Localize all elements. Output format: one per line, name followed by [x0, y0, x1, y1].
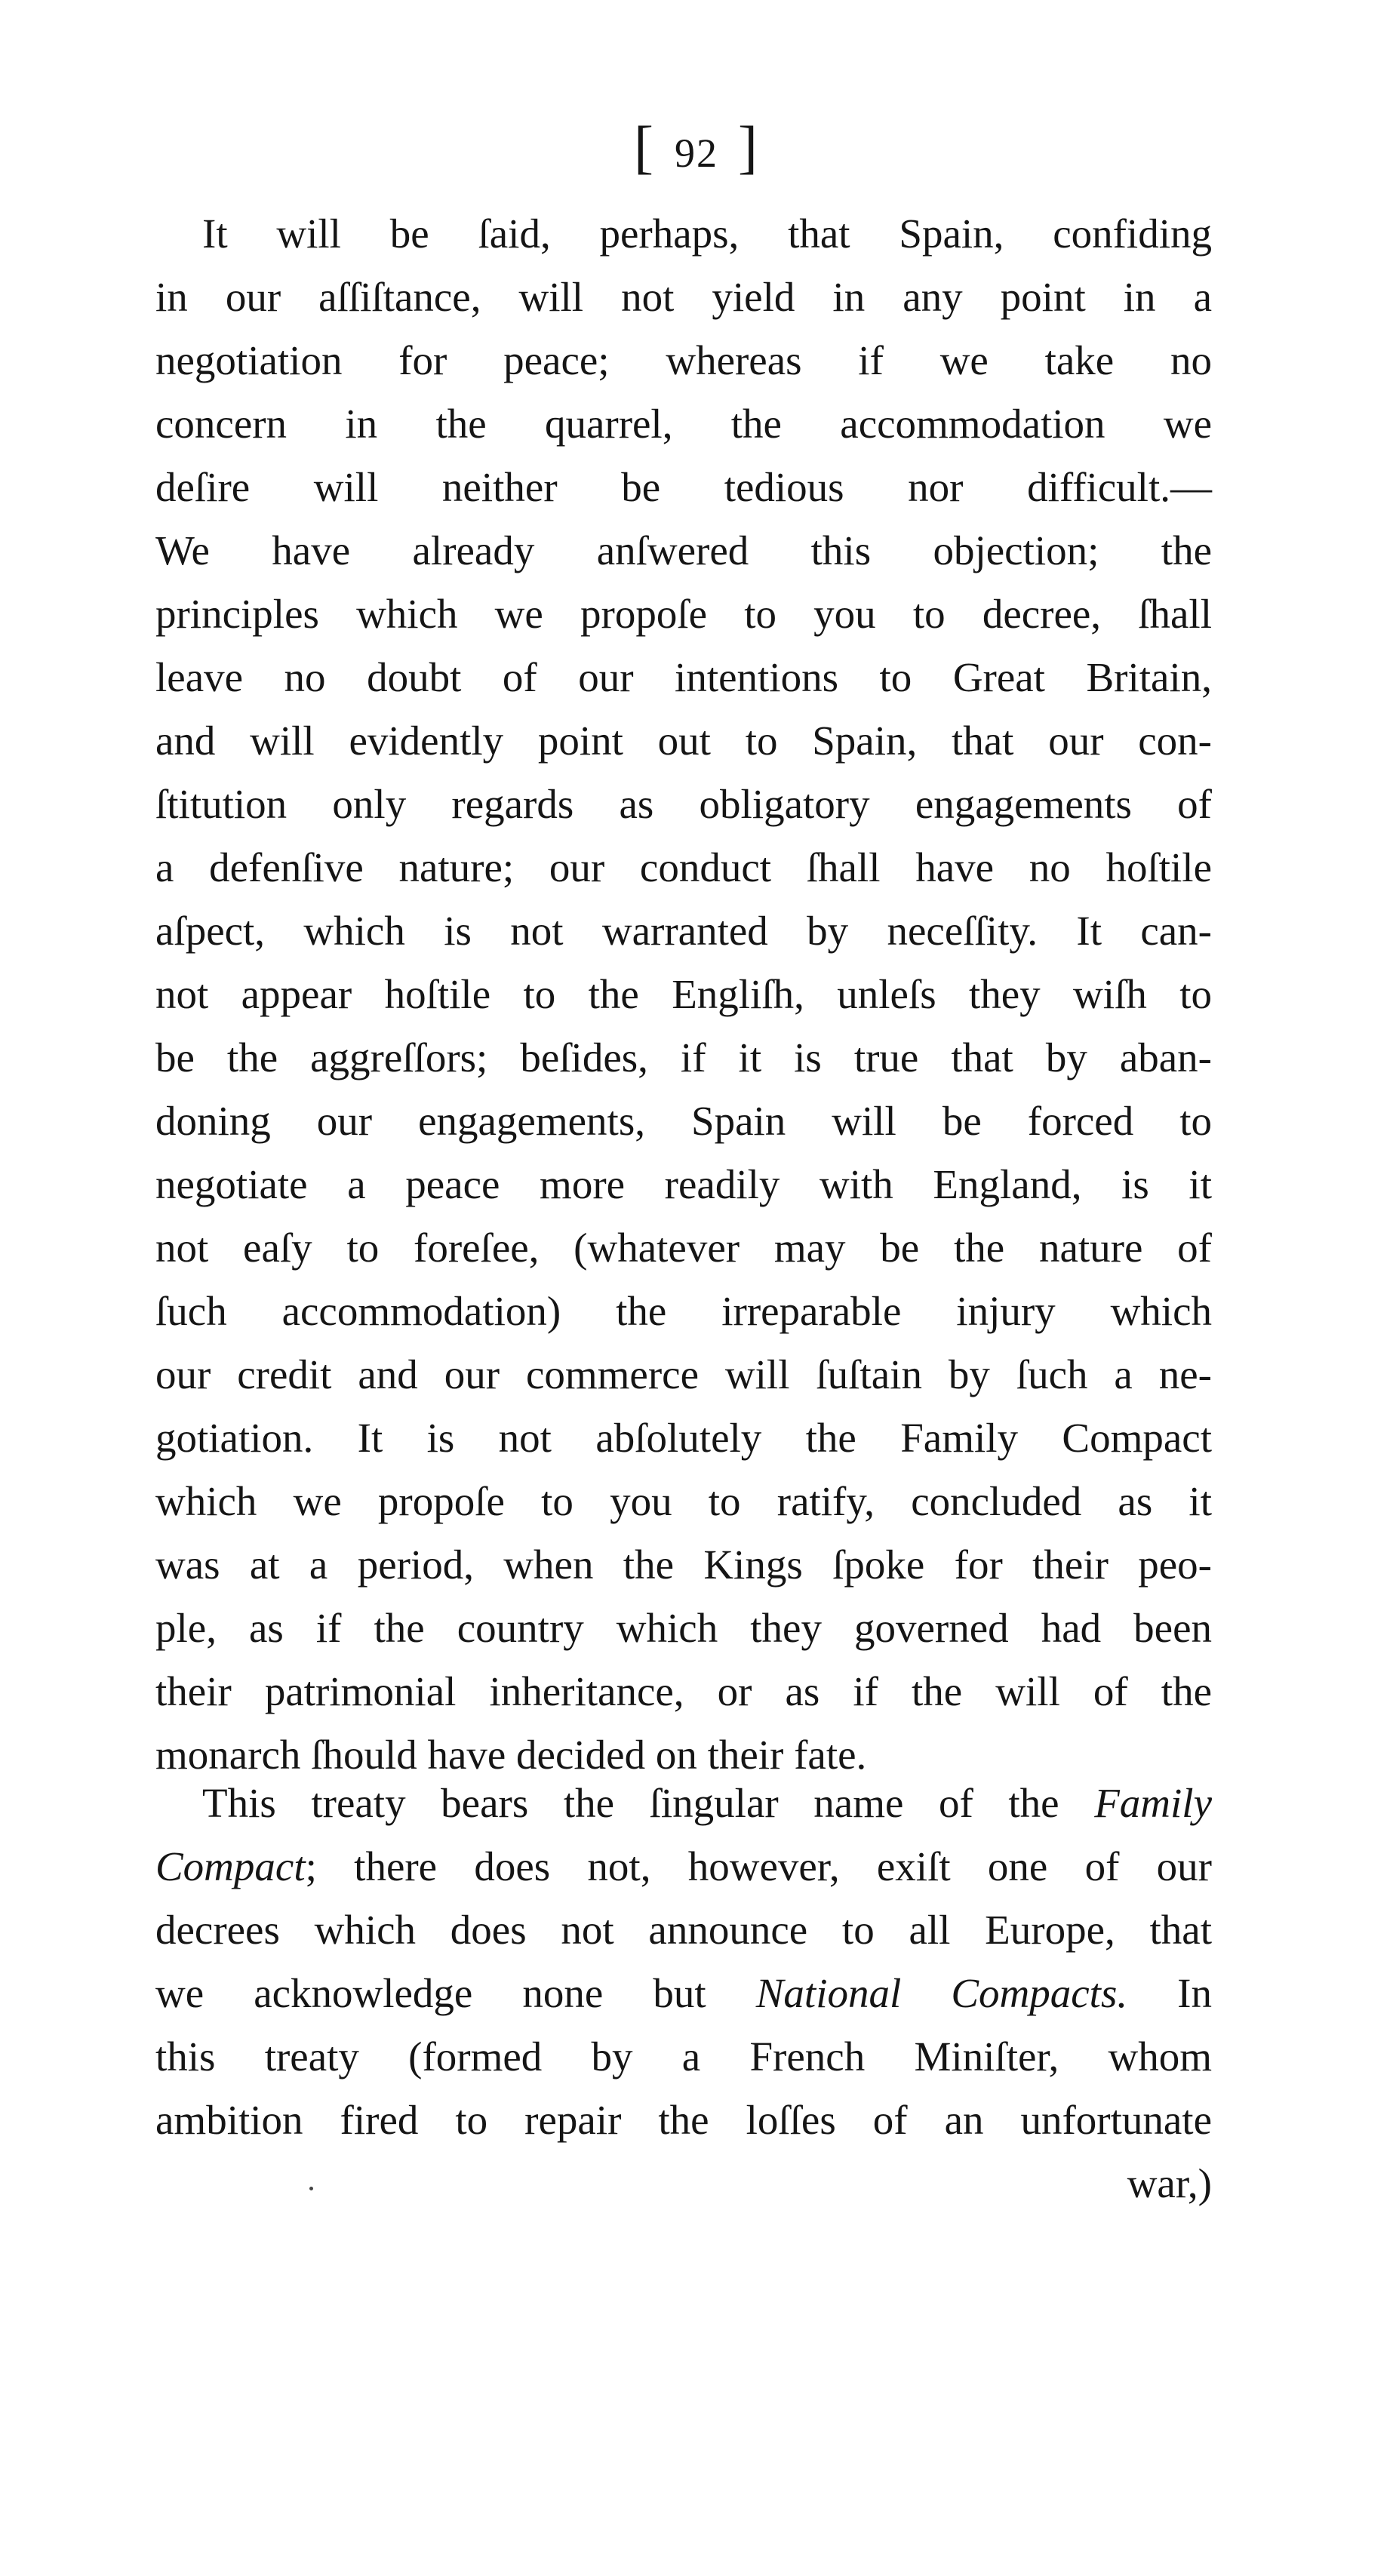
italic-term: Compact — [155, 1843, 306, 1889]
text-line: negotiation for peace; whereas if we take no — [155, 337, 1212, 383]
text-line — [155, 1962, 1212, 2025]
text-line: concern in the quarrel, the accommodation we — [155, 401, 1212, 447]
text-line: doning our engagements, Spain will be forced to — [155, 1098, 1212, 1144]
text-line: not eaſy to foreſee, (whatever may be the nature of — [155, 1225, 1212, 1271]
text-line: be the aggreſſors; beſides, if it is true that by aban- — [155, 1034, 1212, 1081]
page-number-header — [0, 113, 1393, 187]
text-line: this treaty (formed by a French Miniſter, whom — [155, 2033, 1212, 2080]
text-line — [155, 1835, 1212, 1898]
text-run: we acknowledge none but — [155, 1970, 756, 2016]
text-line: ſuch accommodation) the irreparable injury which — [155, 1288, 1212, 1334]
text-line: ſtitution only regards as obligatory engagements of — [155, 781, 1212, 827]
catchword: war,) — [1127, 2160, 1212, 2206]
text-run: This treaty bears the ſingular name of the — [202, 1780, 1095, 1826]
text-line: leave no doubt of our intentions to Great Britain, — [155, 654, 1212, 700]
text-line: deſire will neither be tedious nor difficult.— — [155, 464, 1212, 510]
text-line: monarch ſhould have decided on their fate. — [155, 1732, 867, 1778]
text-line: and will evidently point out to Spain, that our con- — [155, 718, 1212, 764]
text-line: which we propoſe to you to ratify, concluded as it — [155, 1478, 1212, 1524]
page-number: 92 — [675, 131, 718, 176]
text-line: not appear hoſtile to the Engliſh, unleſs they wiſh to — [155, 971, 1212, 1017]
text-line: ple, as if the country which they governed had been — [155, 1605, 1212, 1651]
text-run: In — [1127, 1970, 1212, 2016]
text-run: ; there does not, however, exiſt one of our — [305, 1843, 1212, 1889]
text-line: aſpect, which is not warranted by neceſſity. It can- — [155, 908, 1212, 954]
text-line: negotiate a peace more readily with England, is it — [155, 1161, 1212, 1207]
text-line: our credit and our commerce will ſuſtain by ſuch a ne- — [155, 1351, 1212, 1397]
text-line: It will be ſaid, perhaps, that Spain, confiding — [202, 211, 1212, 257]
text-line: was at a period, when the Kings ſpoke for their peo- — [155, 1542, 1212, 1588]
left-bracket: [ — [634, 114, 655, 180]
italic-term: Family — [1094, 1780, 1212, 1826]
text-line: principles which we propoſe to you to decree, ſhall — [155, 591, 1212, 637]
ink-speck — [309, 2187, 313, 2190]
paragraph-1 — [155, 202, 1212, 1787]
text-line: in our aſſiſtance, will not yield in any point in a — [155, 274, 1212, 320]
paragraph-2 — [155, 1772, 1212, 2152]
text-line: ambition fired to repair the loſſes of an unfortunate — [155, 2097, 1212, 2143]
text-line — [155, 1772, 1212, 1835]
right-bracket: ] — [738, 114, 759, 180]
italic-term: National Compacts. — [755, 1970, 1128, 2016]
text-line: a defenſive nature; our conduct ſhall have no hoſtile — [155, 844, 1212, 890]
text-line: gotiation. It is not abſolutely the Family Compact — [155, 1415, 1212, 1461]
text-line: their patrimonial inheritance, or as if the will of the — [155, 1668, 1212, 1714]
text-line: decrees which does not announce to all Europe, that — [155, 1907, 1212, 1953]
text-line: We have already anſwered this objection; the — [155, 527, 1212, 573]
